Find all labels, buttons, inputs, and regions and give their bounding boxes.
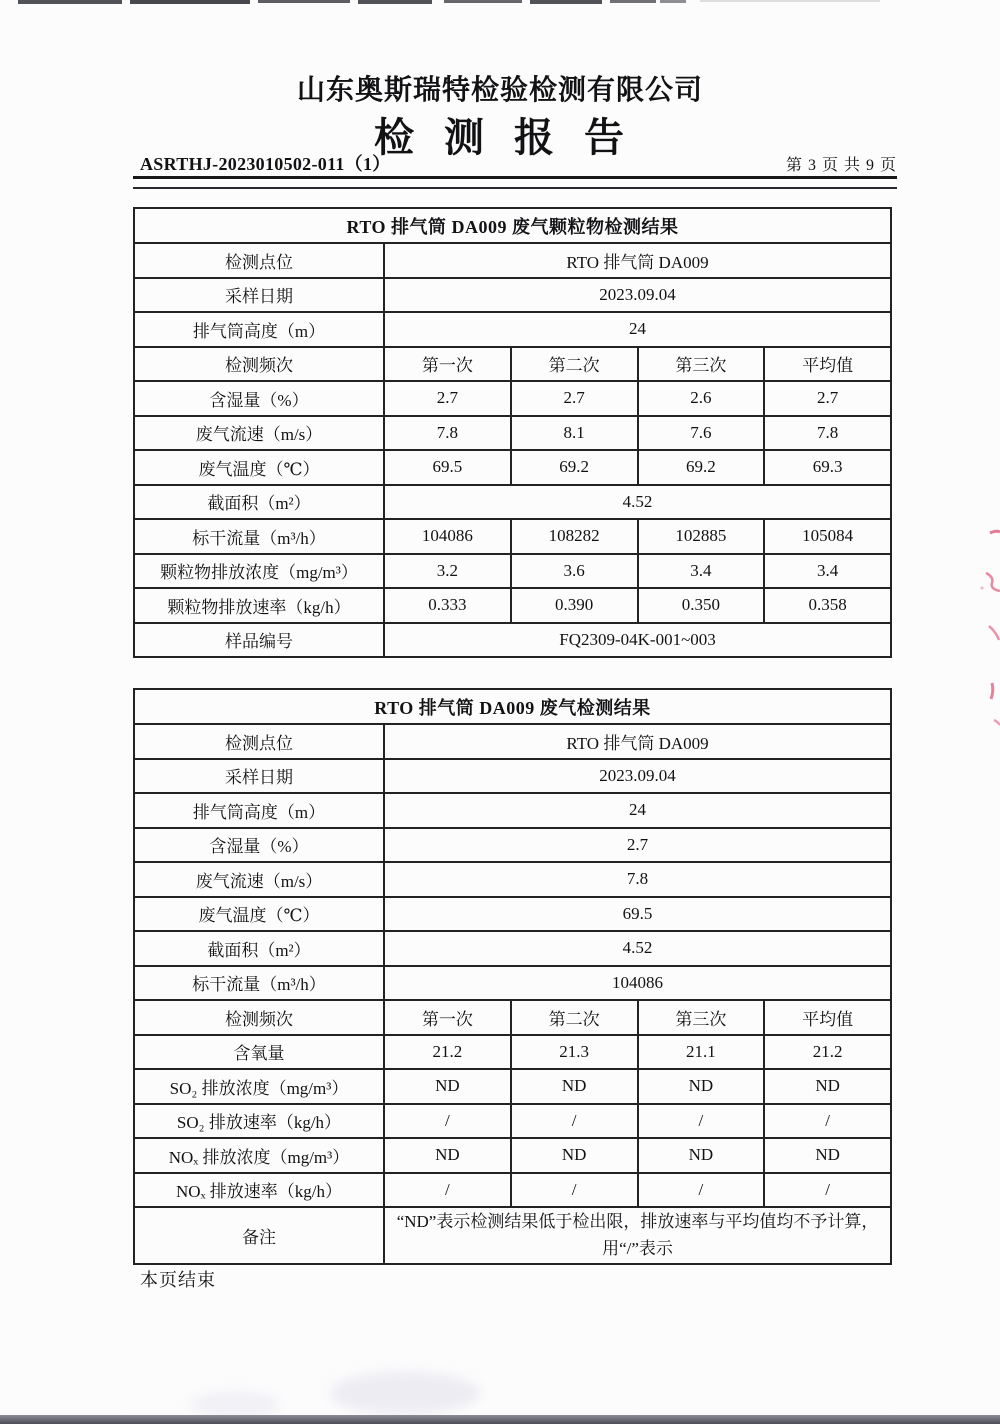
value-cell: / xyxy=(764,1173,891,1208)
table-row xyxy=(134,1069,891,1104)
row-label: 检测频次 xyxy=(134,347,384,382)
row-label: 备注 xyxy=(134,1207,384,1264)
value-cell: ND xyxy=(764,1069,891,1104)
scan-artifact-top xyxy=(0,0,1000,6)
stamp-edge-marks xyxy=(978,488,1000,748)
row-label: 废气温度（℃） xyxy=(134,897,384,932)
company-name: 山东奥斯瑞特检验检测有限公司 xyxy=(296,75,703,106)
row-label: 采样日期 xyxy=(134,278,384,313)
table-header-row xyxy=(134,347,891,382)
row-label: SO₂ 排放速率（kg/h） xyxy=(134,1104,384,1139)
particulate-results-table xyxy=(133,207,892,658)
row-label: 含湿量（%） xyxy=(134,828,384,863)
page-indicator: 第 3 页 共 9 页 xyxy=(785,157,897,174)
table-row xyxy=(134,554,891,589)
table-row xyxy=(134,931,891,966)
table-row xyxy=(134,1173,891,1208)
value-cell: 21.2 xyxy=(764,1035,891,1070)
table-row xyxy=(134,793,891,828)
value-cell: 0.350 xyxy=(638,588,765,623)
row-label: 含湿量（%） xyxy=(134,381,384,416)
row-value: 4.52 xyxy=(384,931,891,966)
row-value: FQ2309-04K-001~003 xyxy=(384,623,891,658)
value-cell: 3.4 xyxy=(764,554,891,589)
scan-artifact-bottom xyxy=(0,1415,1000,1424)
report-title: 检 测 报 告 xyxy=(374,115,626,160)
header-meta-row xyxy=(133,150,897,176)
row-value: 7.8 xyxy=(384,862,891,897)
table-title: RTO 排气筒 DA009 废气检测结果 xyxy=(134,689,891,724)
row-value: 4.52 xyxy=(384,485,891,520)
value-cell: 69.3 xyxy=(764,450,891,485)
value-cell: 8.1 xyxy=(511,416,638,451)
row-value: 2023.09.04 xyxy=(384,759,891,794)
value-cell: 7.6 xyxy=(638,416,765,451)
end-of-page-note: 本页结束 xyxy=(140,1270,216,1290)
col-header: 第三次 xyxy=(638,1000,765,1035)
col-header: 第二次 xyxy=(511,347,638,382)
value-cell: 2.7 xyxy=(384,381,511,416)
table-row xyxy=(134,312,891,347)
value-cell: 3.2 xyxy=(384,554,511,589)
row-label: 检测频次 xyxy=(134,1000,384,1035)
row-label: 截面积（m²） xyxy=(134,931,384,966)
table-row xyxy=(134,623,891,658)
value-cell: ND xyxy=(384,1138,511,1173)
value-cell: 0.358 xyxy=(764,588,891,623)
row-label: 颗粒物排放速率（kg/h） xyxy=(134,588,384,623)
row-label: 截面积（m²） xyxy=(134,485,384,520)
value-cell: / xyxy=(511,1104,638,1139)
value-cell: ND xyxy=(384,1069,511,1104)
row-value: RTO 排气筒 DA009 xyxy=(384,724,891,759)
value-cell: 102885 xyxy=(638,519,765,554)
table-row xyxy=(134,588,891,623)
row-value: 2023.09.04 xyxy=(384,278,891,313)
value-cell: 69.2 xyxy=(638,450,765,485)
table-row xyxy=(134,278,891,313)
col-header: 第一次 xyxy=(384,1000,511,1035)
value-cell: / xyxy=(764,1104,891,1139)
row-label: 标干流量（m³/h） xyxy=(134,966,384,1001)
table-row xyxy=(134,1035,891,1070)
row-value: 69.5 xyxy=(384,897,891,932)
table-row xyxy=(134,243,891,278)
value-cell: ND xyxy=(511,1069,638,1104)
col-header: 平均值 xyxy=(764,347,891,382)
value-cell: 7.8 xyxy=(384,416,511,451)
value-cell: / xyxy=(511,1173,638,1208)
table-title: RTO 排气筒 DA009 废气颗粒物检测结果 xyxy=(134,208,891,243)
value-cell: ND xyxy=(764,1138,891,1173)
row-value: 24 xyxy=(384,793,891,828)
row-label: 废气流速（m/s） xyxy=(134,862,384,897)
value-cell: 108282 xyxy=(511,519,638,554)
value-cell: 7.8 xyxy=(764,416,891,451)
value-cell: 2.7 xyxy=(764,381,891,416)
col-header: 平均值 xyxy=(764,1000,891,1035)
value-cell: 21.2 xyxy=(384,1035,511,1070)
value-cell: 21.3 xyxy=(511,1035,638,1070)
row-label: 排气筒高度（m） xyxy=(134,312,384,347)
row-label: SO₂ 排放浓度（mg/m³） xyxy=(134,1069,384,1104)
value-cell: ND xyxy=(638,1069,765,1104)
row-value: 24 xyxy=(384,312,891,347)
table-row xyxy=(134,1138,891,1173)
row-value: RTO 排气筒 DA009 xyxy=(384,243,891,278)
flue-gas-results-table xyxy=(133,688,892,1265)
header-double-rule xyxy=(133,176,897,189)
table-row xyxy=(134,416,891,451)
value-cell: 69.5 xyxy=(384,450,511,485)
table-row xyxy=(134,862,891,897)
value-cell: ND xyxy=(511,1138,638,1173)
value-cell: / xyxy=(638,1104,765,1139)
row-value: 104086 xyxy=(384,966,891,1001)
value-cell: 105084 xyxy=(764,519,891,554)
table-title-row xyxy=(134,689,891,724)
value-cell: 69.2 xyxy=(511,450,638,485)
row-value: 2.7 xyxy=(384,828,891,863)
col-header: 第三次 xyxy=(638,347,765,382)
row-label: 检测点位 xyxy=(134,724,384,759)
row-label: 废气流速（m/s） xyxy=(134,416,384,451)
table-row xyxy=(134,828,891,863)
value-cell: / xyxy=(384,1104,511,1139)
row-label: 废气温度（℃） xyxy=(134,450,384,485)
row-label: NOₓ 排放速率（kg/h） xyxy=(134,1173,384,1208)
table-row xyxy=(134,519,891,554)
table-row xyxy=(134,724,891,759)
table-header-row xyxy=(134,1000,891,1035)
row-label: 采样日期 xyxy=(134,759,384,794)
value-cell: ND xyxy=(638,1138,765,1173)
table-title-row xyxy=(134,208,891,243)
table-row xyxy=(134,966,891,1001)
value-cell: 3.4 xyxy=(638,554,765,589)
row-label: 颗粒物排放浓度（mg/m³） xyxy=(134,554,384,589)
remark-text: “ND”表示检测结果低于检出限，排放速率与平均值均不予计算，用“/”表示 xyxy=(384,1207,891,1264)
table-row xyxy=(134,485,891,520)
col-header: 第一次 xyxy=(384,347,511,382)
table-row xyxy=(134,1104,891,1139)
row-label: 含氧量 xyxy=(134,1035,384,1070)
row-label: 排气筒高度（m） xyxy=(134,793,384,828)
value-cell: 104086 xyxy=(384,519,511,554)
row-label: 标干流量（m³/h） xyxy=(134,519,384,554)
remark-row xyxy=(134,1207,891,1264)
value-cell: 2.6 xyxy=(638,381,765,416)
value-cell: 0.333 xyxy=(384,588,511,623)
value-cell: 21.1 xyxy=(638,1035,765,1070)
row-label: 样品编号 xyxy=(134,623,384,658)
col-header: 第二次 xyxy=(511,1000,638,1035)
value-cell: 0.390 xyxy=(511,588,638,623)
scan-smudge xyxy=(330,1372,480,1414)
table-row xyxy=(134,897,891,932)
row-label: NOₓ 排放浓度（mg/m³） xyxy=(134,1138,384,1173)
value-cell: / xyxy=(384,1173,511,1208)
table-row xyxy=(134,450,891,485)
row-label: 检测点位 xyxy=(134,243,384,278)
value-cell: 2.7 xyxy=(511,381,638,416)
table-row xyxy=(134,759,891,794)
value-cell: 3.6 xyxy=(511,554,638,589)
table-row xyxy=(134,381,891,416)
report-number: ASRTHJ-2023010502-011（1） xyxy=(140,154,391,174)
value-cell: / xyxy=(638,1173,765,1208)
